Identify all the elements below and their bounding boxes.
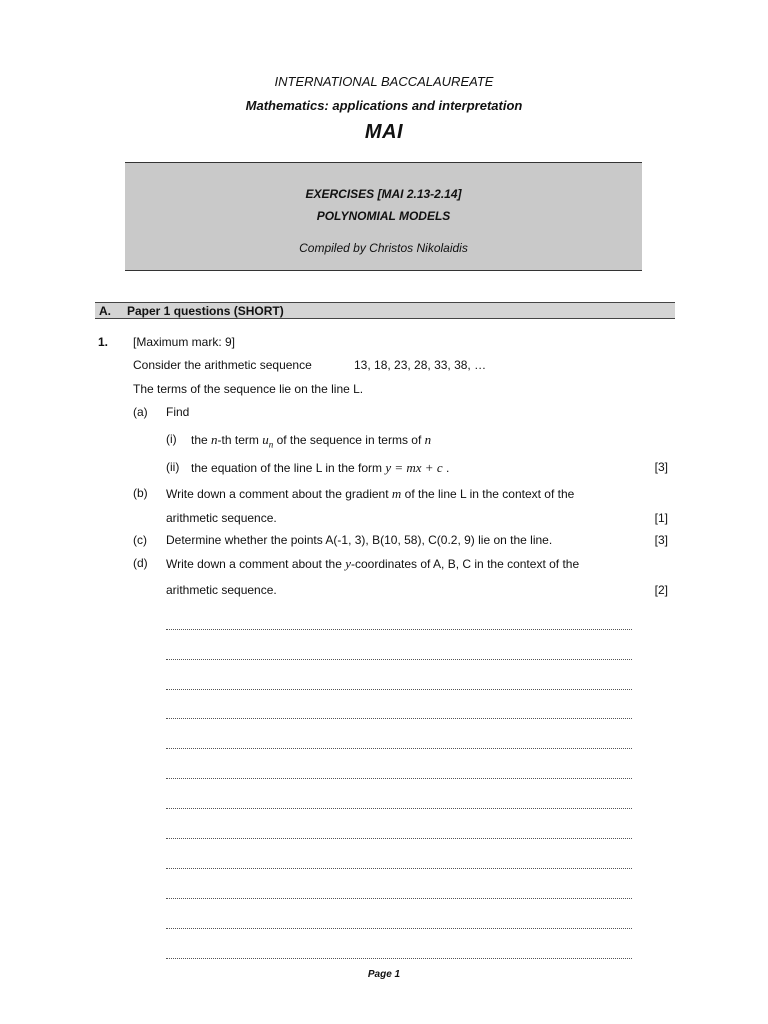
page-number: Page 1 [367, 969, 401, 980]
part-a-text: Find [166, 405, 190, 419]
part-a-ii-end: . [445, 461, 450, 475]
course-code: MAI [364, 121, 404, 143]
variable-un [262, 432, 274, 450]
max-mark: [Maximum mark: 9] [133, 335, 236, 349]
answer-line[interactable] [166, 808, 632, 809]
part-c-mark: [3] [654, 533, 668, 547]
question-number: 1. [98, 335, 109, 349]
part-c-label: (c) [133, 533, 147, 547]
institution-heading: INTERNATIONAL BACCALAUREATE [274, 74, 494, 89]
section-header [95, 302, 675, 319]
part-a-i-the: the [191, 433, 208, 447]
section-letter: A. [99, 304, 111, 318]
author-credit: Compiled by Christos Nikolaidis [299, 241, 468, 255]
part-d-line1 [166, 556, 579, 572]
variable-n: n [211, 432, 218, 447]
variable-n-2: n [424, 432, 432, 447]
answer-line[interactable] [166, 838, 632, 839]
part-b-line1 [166, 486, 574, 502]
subject-heading: Mathematics: applications and interpretation [245, 98, 523, 113]
part-a-i-line [191, 432, 431, 450]
answer-line[interactable] [166, 659, 632, 660]
part-a-ii-text: the equation of the line L in the form [191, 461, 383, 475]
part-c-text: Determine whether the points A(-1, 3), B(10, 58), C(0.2, 9) lie on the line. [166, 533, 553, 547]
topic-title: POLYNOMIAL MODELS [316, 209, 451, 223]
question-intro: Consider the arithmetic sequence [133, 358, 312, 372]
answer-line[interactable] [166, 748, 632, 749]
exercises-title: EXERCISES [MAI 2.13-2.14] [305, 187, 462, 201]
part-a-ii-line [191, 460, 449, 476]
answer-line[interactable] [166, 928, 632, 929]
answer-line[interactable] [166, 868, 632, 869]
part-a-i-nth-term: -th term [217, 433, 259, 447]
answer-line[interactable] [166, 718, 632, 719]
part-b-label: (b) [133, 486, 148, 500]
line-statement: The terms of the sequence lie on the line L. [133, 382, 364, 396]
part-a-ii-label: (ii) [166, 460, 180, 474]
variable-m: m [391, 486, 402, 501]
answer-line[interactable] [166, 898, 632, 899]
part-d-mark: [2] [654, 583, 668, 597]
line-formula: y = mx + c [385, 460, 443, 475]
answer-line[interactable] [166, 689, 632, 690]
un-subscript: n [268, 439, 274, 450]
title-box [125, 162, 642, 271]
part-d-text1: Write down a comment about the [166, 557, 342, 571]
part-b-text2: of the line L in the context of the [404, 487, 575, 501]
part-d-line2: arithmetic sequence. [166, 583, 277, 597]
answer-line[interactable] [166, 778, 632, 779]
part-b-line2: arithmetic sequence. [166, 511, 277, 525]
part-a-i-label: (i) [166, 432, 177, 446]
part-b-mark: [1] [654, 511, 668, 525]
part-a-i-rest: of the sequence in terms of [276, 433, 422, 447]
un-base: u [262, 432, 269, 447]
part-d-text2: -coordinates of A, B, C in the context of the [351, 557, 580, 571]
section-title: Paper 1 questions (SHORT) [127, 304, 284, 318]
part-a-label: (a) [133, 405, 148, 419]
sequence-terms: 13, 18, 23, 28, 33, 38, … [354, 358, 487, 372]
variable-y: y [345, 556, 351, 571]
part-a-mark: [3] [654, 460, 668, 474]
answer-line[interactable] [166, 958, 632, 959]
part-d-label: (d) [133, 556, 148, 570]
answer-line[interactable] [166, 629, 632, 630]
part-b-text1: Write down a comment about the gradient [166, 487, 389, 501]
